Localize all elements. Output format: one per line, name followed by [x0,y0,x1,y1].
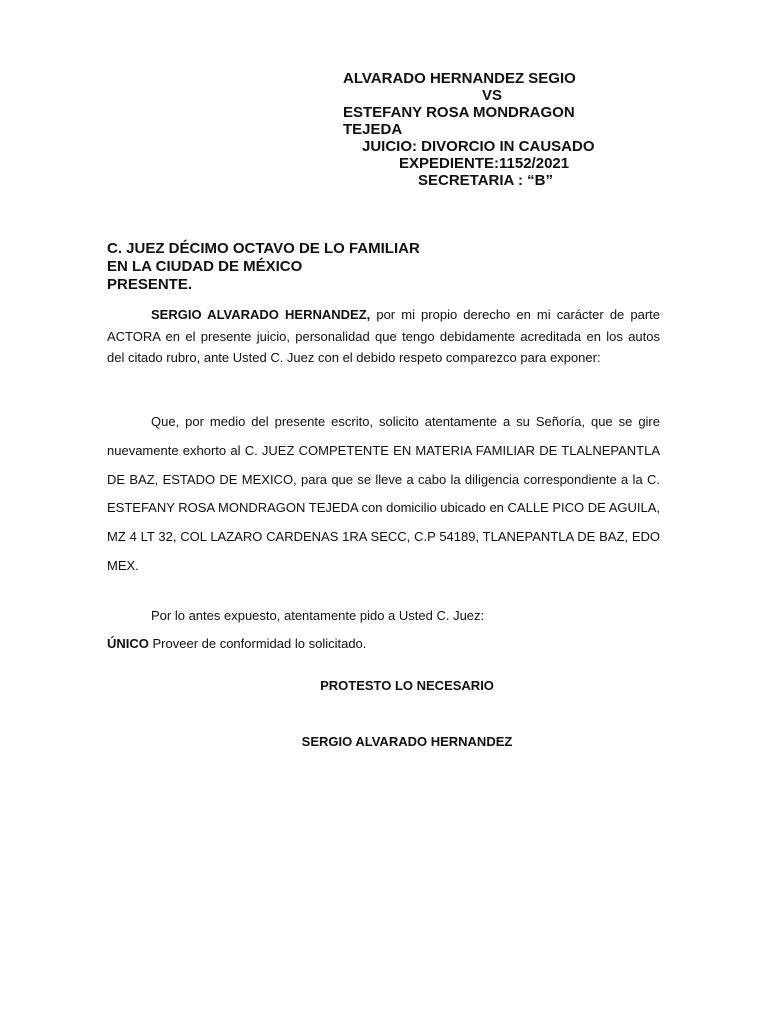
addressee-block [107,240,420,294]
addressee-line1: C. JUEZ DÉCIMO OCTAVO DE LO FAMILIAR [107,240,420,257]
signer-name: SERGIO ALVARADO HERNANDEZ [301,734,513,749]
caption-vs: VS [482,87,503,104]
caption-actor: ALVARADO HERNANDEZ SEGIO [343,70,576,87]
caption-juicio: JUICIO: DIVORCIO IN CAUSADO [362,138,595,155]
paragraph-introduction [107,304,660,369]
paragraph-petition [107,606,660,626]
caption-defendant-line2: TEJEDA [343,121,403,138]
paragraph-petition-text: Por lo antes expuesto, atentamente pido a Usted C. Juez: [151,608,485,623]
promovente-name: SERGIO ALVARADO HERNANDEZ, [151,307,371,322]
paragraph-request-text: Que, por medio del presente escrito, solicito atentamente a su Señoría, que se gire nuevamente exhorto al C. JUEZ COMPETENTE EN MATERIA FAMILIAR DE TLALNEPANTLA DE BAZ, ESTADO DE MEXICO, para que se lleve a cabo la diligencia correspondiente a la C. ESTEFANY ROSA MONDRAGON TEJEDA con domicilio ubicado en CALLE PICO DE AGUILA, MZ 4 LT 32, COL LAZARO CARDENAS 1RA SECC, C.P 54189, TLANEPANTLA DE BAZ, EDO MEX. [107,414,660,573]
protesto-line: PROTESTO LO NECESARIO [320,678,494,693]
caption-expediente: EXPEDIENTE:1152/2021 [399,155,570,172]
paragraph-request [107,408,660,581]
paragraph-introduction-text: por mi propio derecho en mi carácter de parte ACTORA en el presente juicio, personalidad que tengo debidamente acreditada en los autos del citado rubro, ante Usted C. Juez con el debido respeto comparezco para exponer: [107,307,661,365]
case-caption [343,70,643,189]
caption-defendant-line1: ESTEFANY ROSA MONDRAGON [343,104,575,121]
addressee-line3: PRESENTE. [107,276,193,293]
addressee-line2: EN LA CIUDAD DE MÉXICO [107,258,303,275]
unico-text: Proveer de conformidad lo solicitado. [148,636,367,651]
unico-label: ÚNICO [107,636,149,651]
caption-secretaria: SECRETARIA : “B” [418,172,553,189]
paragraph-unico [107,634,660,654]
